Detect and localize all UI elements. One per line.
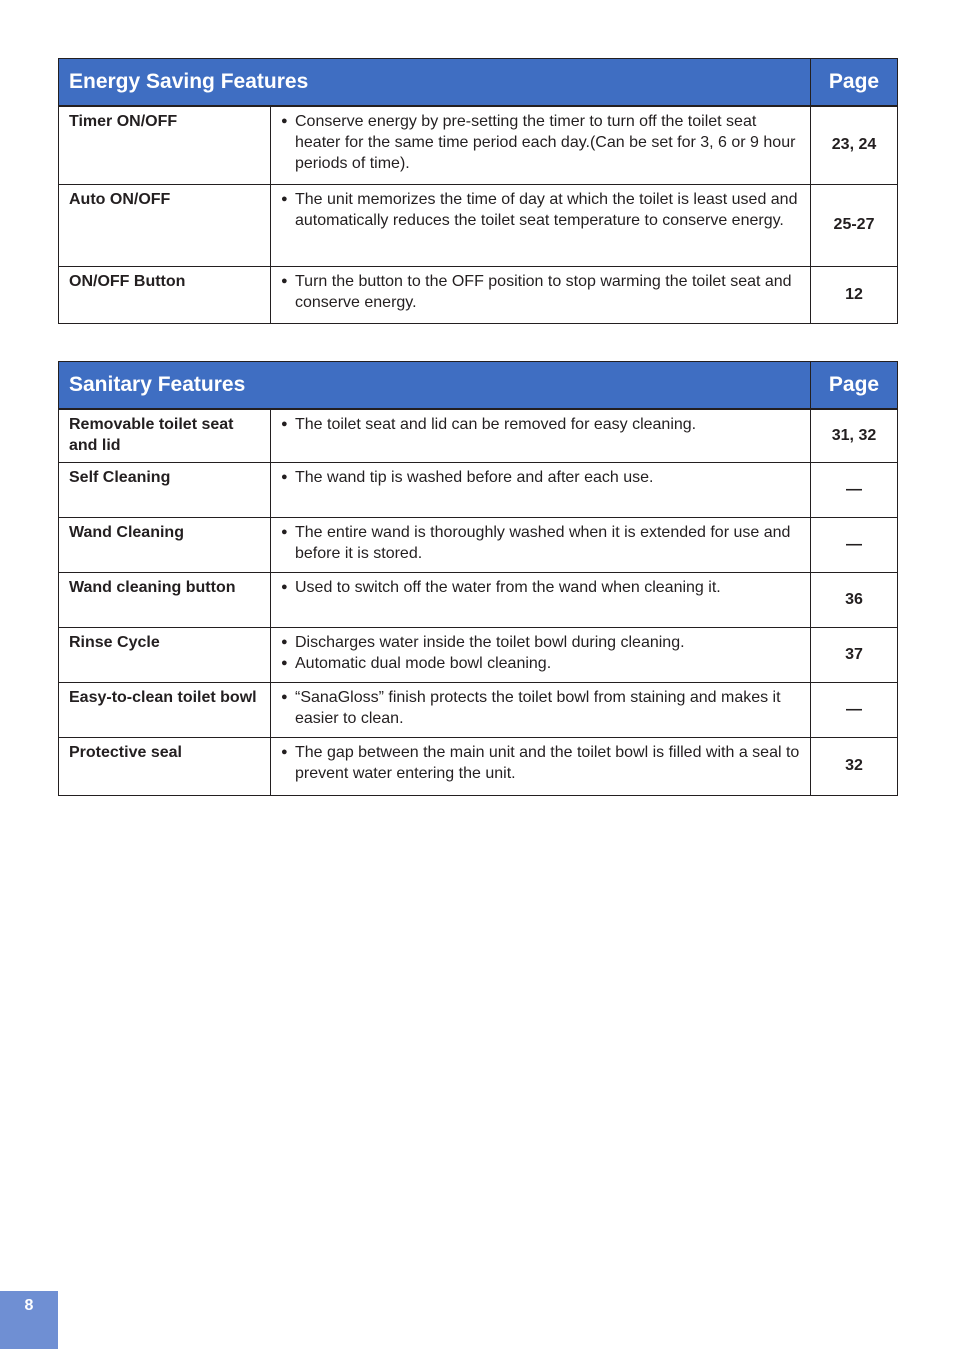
table-row bbox=[59, 409, 898, 462]
feature-name: Protective seal bbox=[59, 737, 271, 795]
bullet-item bbox=[281, 111, 800, 174]
bullet-item bbox=[281, 687, 800, 729]
table-row bbox=[59, 462, 898, 517]
bullet-dot-icon: ● bbox=[281, 274, 288, 287]
bullet-dot-icon: ● bbox=[281, 525, 288, 538]
table-row bbox=[59, 106, 898, 184]
feature-name: Easy-to-clean toilet bowl bbox=[59, 682, 271, 737]
table-row bbox=[59, 572, 898, 627]
bullet-text: “SanaGloss” finish protects the toilet bowl from staining and makes it easier to clean. bbox=[295, 688, 781, 727]
table-row bbox=[59, 266, 898, 323]
bullet-item bbox=[281, 467, 800, 488]
feature-description bbox=[271, 572, 811, 627]
feature-name: Self Cleaning bbox=[59, 462, 271, 517]
bullet-dot-icon: ● bbox=[281, 690, 288, 703]
bullet-text: Used to switch off the water from the wand when cleaning it. bbox=[295, 578, 721, 596]
bullet-dot-icon: ● bbox=[281, 192, 288, 205]
bullet-text: The toilet seat and lid can be removed for easy cleaning. bbox=[295, 416, 697, 433]
bullet-text: Conserve energy by pre-setting the timer to turn off the toilet seat heater for the same time period each day.(Can be set for 3, 6 or 9 hour periods of time). bbox=[295, 113, 796, 172]
bullet-dot-icon: ● bbox=[281, 418, 288, 430]
table-row bbox=[59, 627, 898, 682]
feature-description bbox=[271, 682, 811, 737]
bullet-text: The wand tip is washed before and after each use. bbox=[295, 468, 654, 486]
bullet-item bbox=[281, 632, 800, 653]
page-reference: 32 bbox=[811, 737, 898, 795]
bullet-text: The unit memorizes the time of day at which the toilet is least used and automatically reduces the toilet seat temperature to conserve energy. bbox=[295, 190, 798, 229]
energy-saving-table bbox=[58, 58, 898, 324]
bullet-text: The entire wand is thoroughly washed when it is extended for use and before it is stored. bbox=[295, 523, 791, 562]
bullet-item bbox=[281, 522, 800, 564]
bullet-dot-icon: ● bbox=[281, 745, 288, 758]
feature-description bbox=[271, 517, 811, 572]
feature-name: Rinse Cycle bbox=[59, 627, 271, 682]
page-reference: 25-27 bbox=[811, 184, 898, 266]
feature-description bbox=[271, 106, 811, 184]
page-reference: 37 bbox=[811, 627, 898, 682]
bullet-dot-icon: ● bbox=[281, 635, 288, 648]
page-reference: 12 bbox=[811, 266, 898, 323]
bullet-item bbox=[281, 271, 800, 313]
page-reference: — bbox=[811, 682, 898, 737]
feature-description bbox=[271, 266, 811, 323]
feature-description bbox=[271, 462, 811, 517]
feature-name: Auto ON/OFF bbox=[59, 184, 271, 266]
table-row bbox=[59, 184, 898, 266]
page-reference: — bbox=[811, 517, 898, 572]
table-row bbox=[59, 682, 898, 737]
page-reference: 31, 32 bbox=[811, 409, 898, 462]
bullet-dot-icon: ● bbox=[281, 470, 288, 483]
bullet-text: Discharges water inside the toilet bowl during cleaning. bbox=[295, 633, 685, 651]
bullet-item bbox=[281, 577, 800, 598]
page-reference: 36 bbox=[811, 572, 898, 627]
bullet-text: Turn the button to the OFF position to stop warming the toilet seat and conserve energy. bbox=[295, 272, 792, 311]
sanitary-table bbox=[58, 361, 898, 796]
page-column-header: Page bbox=[811, 362, 898, 410]
sanitary-table-title: Sanitary Features bbox=[59, 362, 811, 410]
feature-name: Wand cleaning button bbox=[59, 572, 271, 627]
feature-name: Wand Cleaning bbox=[59, 517, 271, 572]
feature-name: Timer ON/OFF bbox=[59, 106, 271, 184]
page-reference: — bbox=[811, 462, 898, 517]
energy-table-title: Energy Saving Features bbox=[59, 59, 811, 107]
feature-name: Removable toilet seat and lid bbox=[59, 409, 271, 462]
feature-description bbox=[271, 627, 811, 682]
table-header-row bbox=[59, 59, 898, 107]
bullet-text: Automatic dual mode bowl cleaning. bbox=[295, 654, 552, 672]
feature-description bbox=[271, 737, 811, 795]
page-column-header: Page bbox=[811, 59, 898, 107]
bullet-dot-icon: ● bbox=[281, 580, 288, 593]
bullet-dot-icon: ● bbox=[281, 115, 288, 127]
feature-description bbox=[271, 409, 811, 462]
table-row bbox=[59, 517, 898, 572]
page-reference: 23, 24 bbox=[811, 106, 898, 184]
page-number: 8 bbox=[0, 1291, 58, 1349]
feature-name: ON/OFF Button bbox=[59, 266, 271, 323]
table-row bbox=[59, 737, 898, 795]
bullet-item bbox=[281, 189, 800, 231]
bullet-item bbox=[281, 742, 800, 784]
bullet-text: The gap between the main unit and the toilet bowl is filled with a seal to prevent water entering the unit. bbox=[295, 743, 800, 782]
bullet-item bbox=[281, 653, 800, 674]
bullet-item bbox=[281, 414, 800, 435]
feature-description bbox=[271, 184, 811, 266]
bullet-dot-icon: ● bbox=[281, 656, 288, 669]
table-header-row bbox=[59, 362, 898, 410]
